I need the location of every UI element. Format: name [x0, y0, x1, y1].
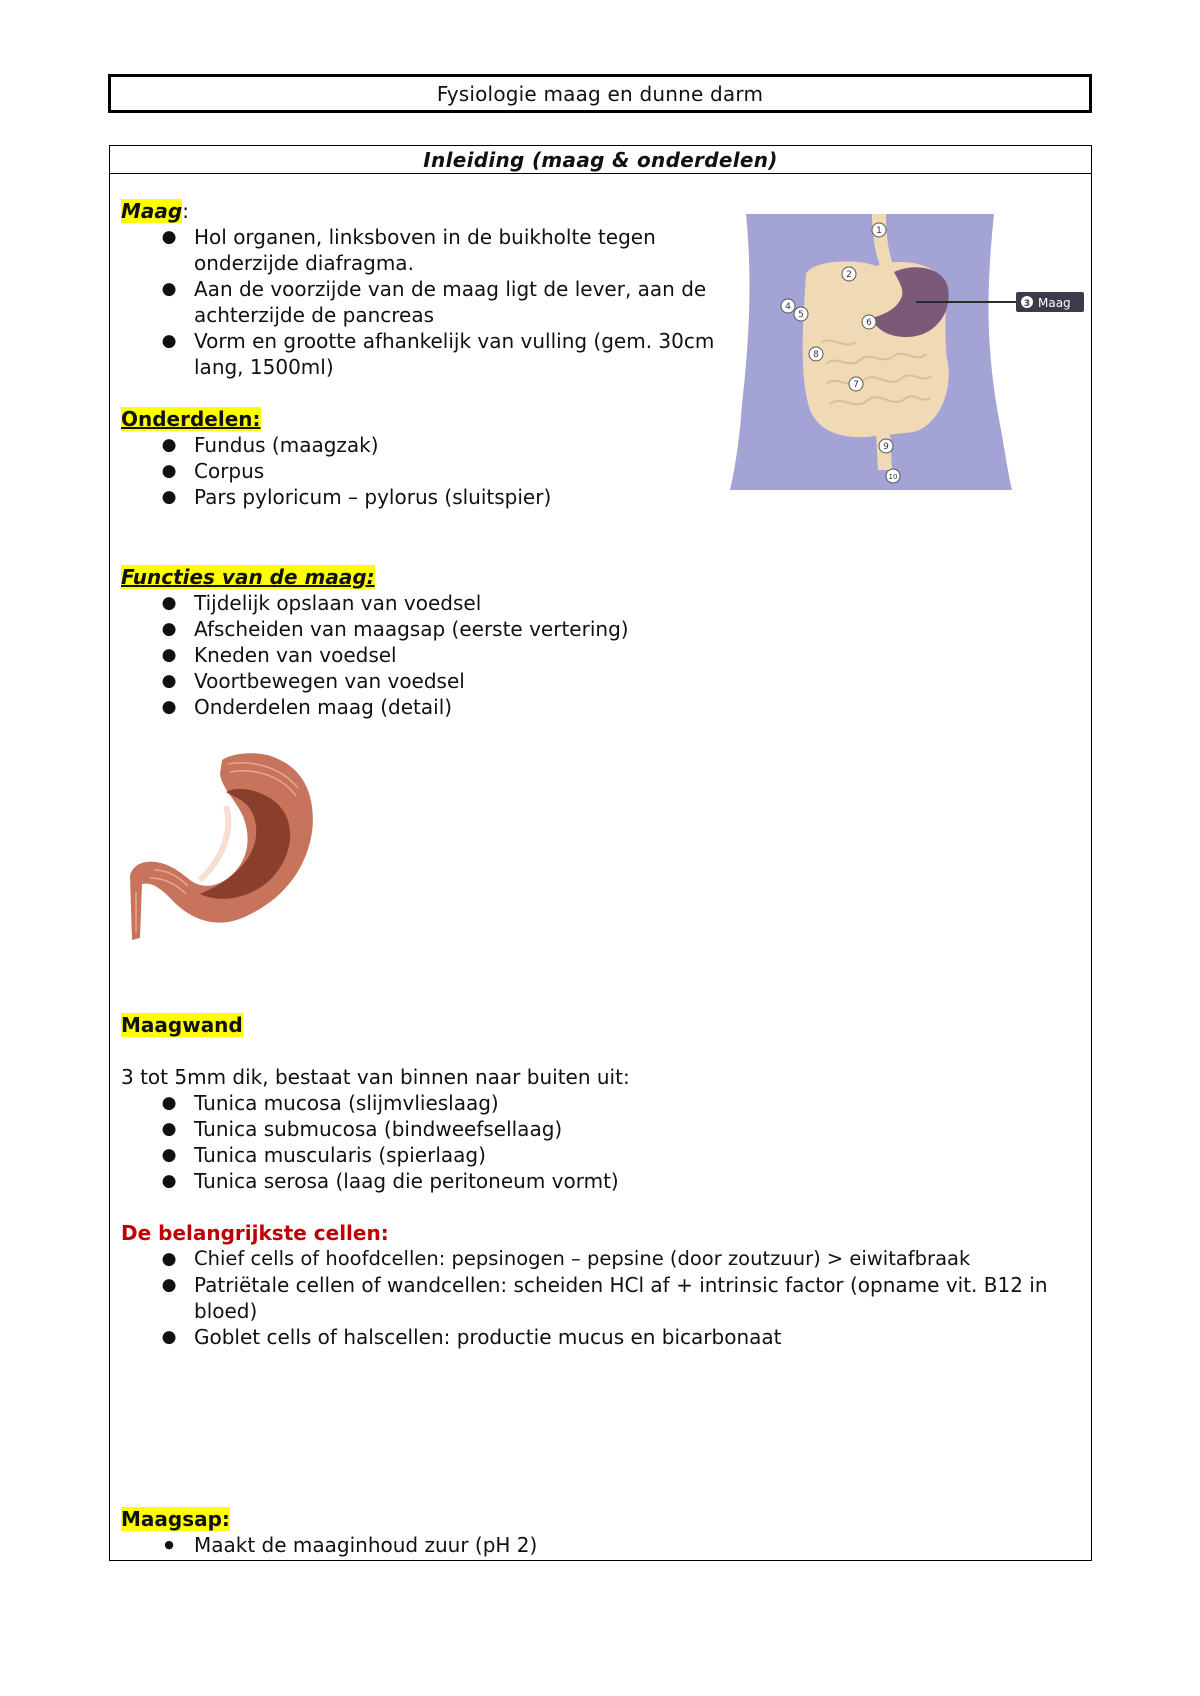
list-item: ● Aan de voorzijde van de maag ligt de lever, aan de achterzijde de pancreas: [121, 276, 741, 328]
list-item: ● Vorm en grootte afhankelijk van vulling (gem. 30cm lang, 1500ml): [121, 328, 741, 380]
list-item: ● Corpus: [121, 458, 741, 484]
list-item: ● Patriëtale cellen of wandcellen: scheiden HCl af + intrinsic factor (opname vit. B12 in bloed): [121, 1272, 1081, 1324]
bullet-icon: ●: [161, 331, 177, 351]
marker-7: 7: [853, 380, 859, 390]
functies-section: [121, 564, 821, 720]
bullet-icon: ●: [161, 593, 177, 613]
list-item: ● Tijdelijk opslaan van voedsel: [121, 590, 821, 616]
functies-heading: Functies van de maag:: [121, 565, 375, 589]
maagsap-section: [121, 1506, 821, 1558]
bullet-icon: ●: [161, 279, 177, 299]
maag-label-text: Maag: [1038, 296, 1071, 310]
marker-4: 4: [785, 302, 791, 312]
document-title: Fysiologie maag en dunne darm: [108, 74, 1092, 113]
marker-8: 8: [813, 350, 819, 360]
marker-10: 10: [888, 473, 898, 481]
marker-2: 2: [846, 270, 852, 280]
list-item: ● Kneden van voedsel: [121, 642, 821, 668]
list-item: ● Voortbewegen van voedsel: [121, 668, 821, 694]
maag-heading-colon: :: [182, 199, 189, 223]
marker-6: 6: [866, 318, 872, 328]
maagwand-list: [121, 1090, 1021, 1194]
bullet-icon: ●: [161, 461, 177, 481]
list-item: ● Tunica serosa (laag die peritoneum vormt): [121, 1168, 1021, 1194]
stomach-detail-figure: [130, 752, 350, 952]
cellen-section: [121, 1220, 1081, 1350]
maagwand-heading: Maagwand: [121, 1013, 243, 1037]
marker-9: 9: [883, 442, 889, 452]
maag-section: [121, 198, 741, 380]
stomach-fold: [200, 806, 228, 880]
bullet-icon: ●: [161, 697, 177, 717]
list-item: ● Tunica mucosa (slijmvlieslaag): [121, 1090, 1021, 1116]
section-header: Inleiding (maag & onderdelen): [110, 146, 1091, 174]
bullet-icon: ●: [161, 1093, 177, 1113]
maagwand-section: [121, 1012, 1021, 1194]
maag-heading: Maag: [121, 199, 183, 223]
list-item: ● Onderdelen maag (detail): [121, 694, 821, 720]
list-item: ● Pars pyloricum – pylorus (sluitspier): [121, 484, 741, 510]
bullet-icon: ●: [161, 1171, 177, 1191]
bullet-icon: ●: [161, 1327, 177, 1347]
onderdelen-heading: Onderdelen:: [121, 407, 261, 431]
list-item: ● Afscheiden van maagsap (eerste vertering): [121, 616, 821, 642]
bullet-icon: ●: [161, 227, 177, 247]
list-item: ● Tunica muscularis (spierlaag): [121, 1142, 1021, 1168]
bullet-icon: ●: [161, 1119, 177, 1139]
maagwand-intro: 3 tot 5mm dik, bestaat van binnen naar buiten uit:: [121, 1065, 630, 1089]
list-item: ● Tunica submucosa (bindweefsellaag): [121, 1116, 1021, 1142]
list-item: ● Maakt de maaginhoud zuur (pH 2): [121, 1532, 821, 1558]
cellen-list: [121, 1246, 1081, 1350]
onderdelen-section: [121, 406, 741, 510]
bullet-icon: ●: [164, 1538, 174, 1551]
label-marker-number: 3: [1023, 299, 1031, 309]
maagsap-heading: Maagsap:: [121, 1507, 230, 1531]
maag-list: [121, 224, 741, 380]
bullet-icon: ●: [161, 487, 177, 507]
list-item: ● Goblet cells of halscellen: productie mucus en bicarbonaat: [121, 1324, 1081, 1350]
bullet-icon: ●: [161, 1145, 177, 1165]
onderdelen-list: [121, 432, 741, 510]
list-item: ● Chief cells of hoofdcellen: pepsinogen – pepsine (door zoutzuur) > eiwitafbraak: [121, 1246, 1081, 1272]
bullet-icon: ●: [161, 645, 177, 665]
bullet-icon: ●: [161, 1249, 177, 1269]
bullet-icon: ●: [161, 619, 177, 639]
cellen-heading: De belangrijkste cellen:: [121, 1221, 389, 1245]
list-item: ● Hol organen, linksboven in de buikholte tegen onderzijde diafragma.: [121, 224, 741, 276]
bullet-icon: ●: [161, 435, 177, 455]
list-item: ● Fundus (maagzak): [121, 432, 741, 458]
bullet-icon: ●: [161, 1275, 177, 1295]
marker-1: 1: [876, 226, 882, 236]
maagsap-list: [121, 1532, 821, 1558]
digestive-system-figure: [726, 214, 1086, 490]
bullet-icon: ●: [161, 671, 177, 691]
functies-list: [121, 590, 821, 720]
marker-5: 5: [798, 310, 804, 320]
